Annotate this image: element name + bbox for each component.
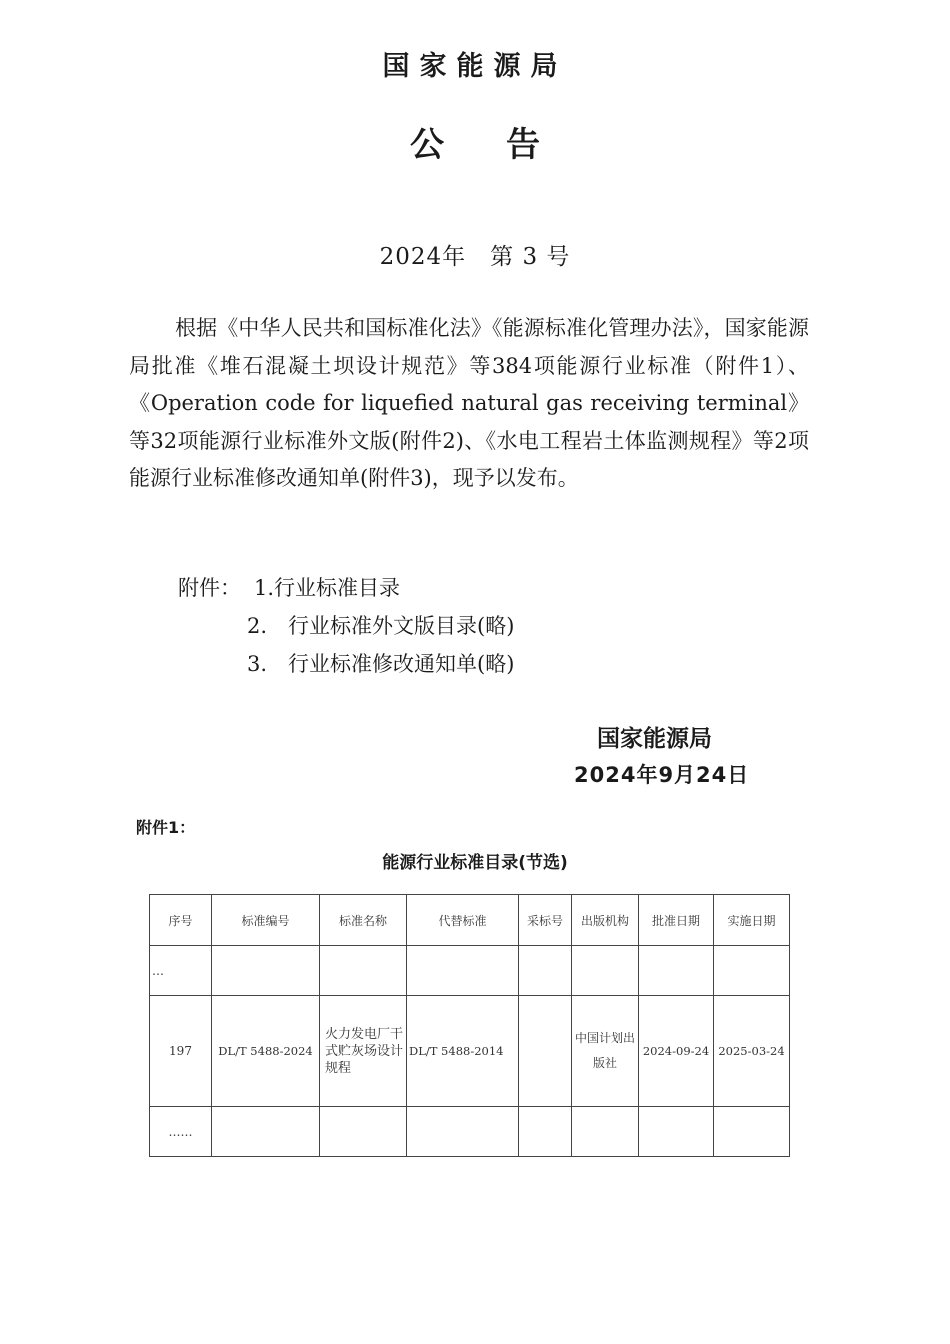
document-org-title: 国家能源局 (382, 51, 568, 82)
table-cell (714, 1107, 790, 1157)
table-cell (212, 1107, 320, 1157)
table-cell (407, 946, 519, 996)
table-cell: 2025-03-24 (714, 996, 790, 1107)
column-header: 代替标准 (407, 895, 519, 946)
attachment-item-1: 1.行业标准目录 (254, 576, 401, 600)
column-header: 标准编号 (212, 895, 320, 946)
signature-org: 国家能源局 (597, 726, 712, 752)
table-cell: 2024-09-24 (639, 996, 714, 1107)
notice-number: 2024年 第 3 号 (379, 244, 571, 270)
notice-title: 公告 (410, 125, 602, 165)
notice-body-paragraph: 根据《中华人民共和国标准化法》《能源标准化管理办法》，国家能源局批准《堆石混凝土坝设计规范》等384项能源行业标准（附件1）、《Operation code for liquefied natural gas receiving terminal》等32项能源行业标准外文版(附件2)、《水电工程岩土体监测规程》等2项能源行业标准修改通知单(附件3)，现予以发布。 (129, 316, 809, 490)
table-cell: 197 (150, 996, 212, 1107)
table-cell (212, 946, 320, 996)
table-cell (714, 946, 790, 996)
attachment-item-3: 3. 行业标准修改通知单(略) (247, 652, 515, 676)
table-row (150, 946, 790, 996)
table-cell (407, 1107, 519, 1157)
table-row (150, 996, 790, 1107)
table-cell (572, 946, 639, 996)
table-cell (639, 946, 714, 996)
column-header: 标准名称 (320, 895, 407, 946)
table-header-row (150, 895, 790, 946)
table-cell: DL/T 5488-2014 (407, 996, 519, 1107)
table-cell (572, 1107, 639, 1157)
table-cell (519, 1107, 572, 1157)
table-cell: DL/T 5488-2024 (212, 996, 320, 1107)
table-cell (639, 1107, 714, 1157)
attachment-item-2: 2. 行业标准外文版目录(略) (247, 614, 515, 638)
table-cell (320, 1107, 407, 1157)
table-row (150, 1107, 790, 1157)
table-cell (519, 946, 572, 996)
column-header: 采标号 (519, 895, 572, 946)
table-title: 能源行业标准目录(节选) (382, 853, 568, 873)
attachments-label: 附件： (178, 576, 241, 600)
column-header: 批准日期 (639, 895, 714, 946)
table-cell: … (150, 946, 212, 996)
standards-table (149, 894, 790, 1157)
column-header: 实施日期 (714, 895, 790, 946)
table-cell (320, 946, 407, 996)
column-header: 序号 (150, 895, 212, 946)
column-header: 出版机构 (572, 895, 639, 946)
table-cell: 中国计划出版社 (572, 996, 639, 1107)
appendix-label: 附件1： (136, 818, 196, 837)
table-cell: …… (150, 1107, 212, 1157)
signature-date: 2024年9月24日 (574, 763, 750, 787)
table-cell (519, 996, 572, 1107)
table-cell: 火力发电厂干式贮灰场设计规程 (320, 996, 407, 1107)
